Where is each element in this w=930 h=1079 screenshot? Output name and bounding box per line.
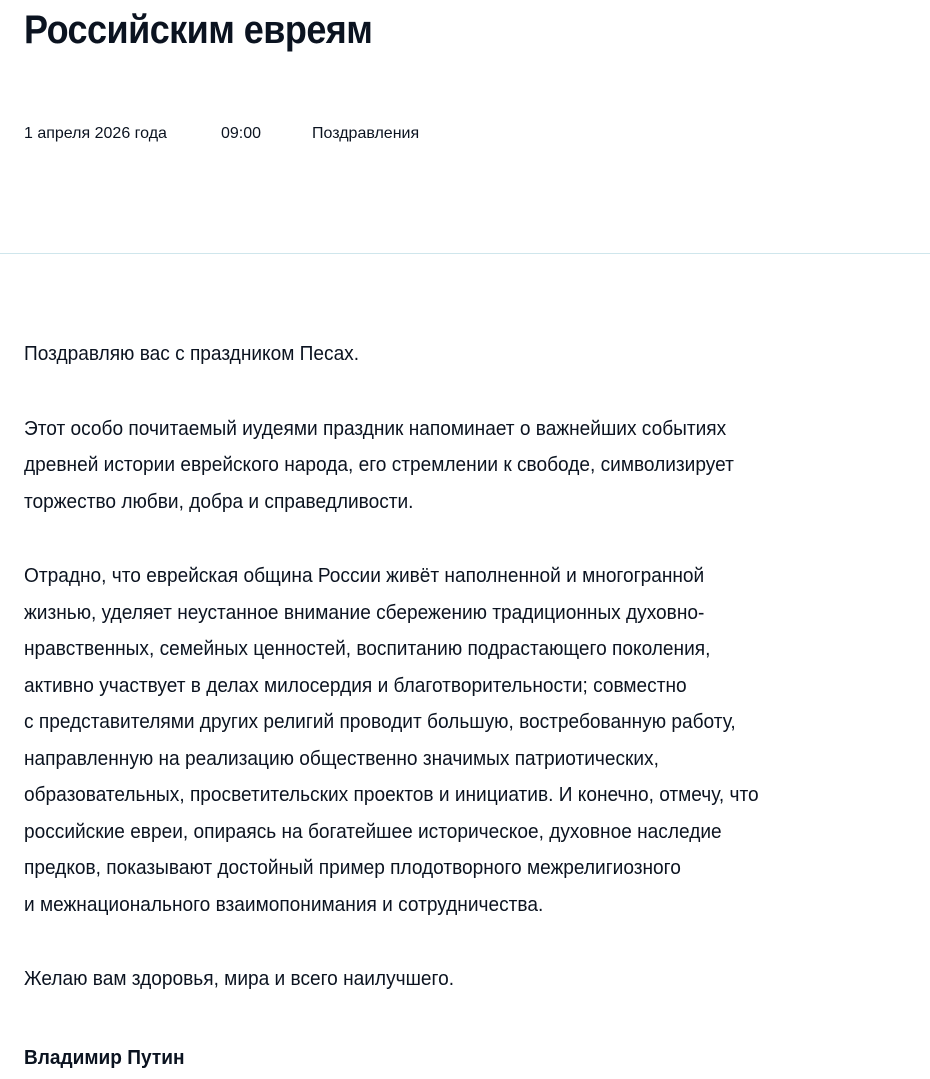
signature: Владимир Путин (24, 1047, 185, 1069)
header-divider (0, 253, 930, 254)
article-meta (24, 122, 419, 146)
article-title: Российским евреям (24, 8, 373, 52)
text-line: образовательных, просветительских проектов и инициатив. И конечно, отмечу, что (24, 784, 759, 806)
text-line: предков, показывают достойный пример плодотворного межрелигиозного (24, 857, 681, 879)
text-line: и межнационального взаимопонимания и сотрудничества. (24, 893, 544, 916)
text-line: древней истории еврейского народа, его стремлении к свободе, символизирует (24, 454, 734, 476)
publication-time: 09:00 (221, 125, 262, 142)
text-line: направленную на реализацию общественно значимых патриотических, (24, 747, 659, 770)
community-paragraph (24, 558, 864, 923)
text-line: Этот особо почитаемый иудеями праздник напоминает о важнейших событиях (24, 417, 727, 440)
article-body (24, 336, 864, 998)
text-line: нравственных, семейных ценностей, воспитанию подрастающего поколения, (24, 638, 711, 660)
text-line: жизнью, уделяет неустанное внимание сбережению традиционных духовно- (24, 601, 705, 624)
text-line: торжество любви, добра и справедливости. (24, 490, 414, 513)
text-line: Отрадно, что еврейская община России живёт наполненной и многогранной (24, 565, 705, 587)
text-line: Желаю вам здоровья, мира и всего наилучшего. (24, 968, 455, 990)
holiday-paragraph (24, 411, 864, 521)
text-line: с представителями других религий проводит большую, востребованную работу, (24, 711, 736, 733)
wishes-paragraph (24, 961, 864, 998)
text-line: Поздравляю вас с праздником Песах. (24, 343, 360, 365)
category-link[interactable]: Поздравления (312, 125, 420, 142)
greeting-paragraph (24, 336, 864, 373)
text-line: активно участвует в делах милосердия и благотворительности; совместно (24, 674, 687, 697)
publication-date: 1 апреля 2026 года (24, 125, 167, 142)
text-line: российские евреи, опираясь на богатейшее историческое, духовное наследие (24, 820, 722, 843)
